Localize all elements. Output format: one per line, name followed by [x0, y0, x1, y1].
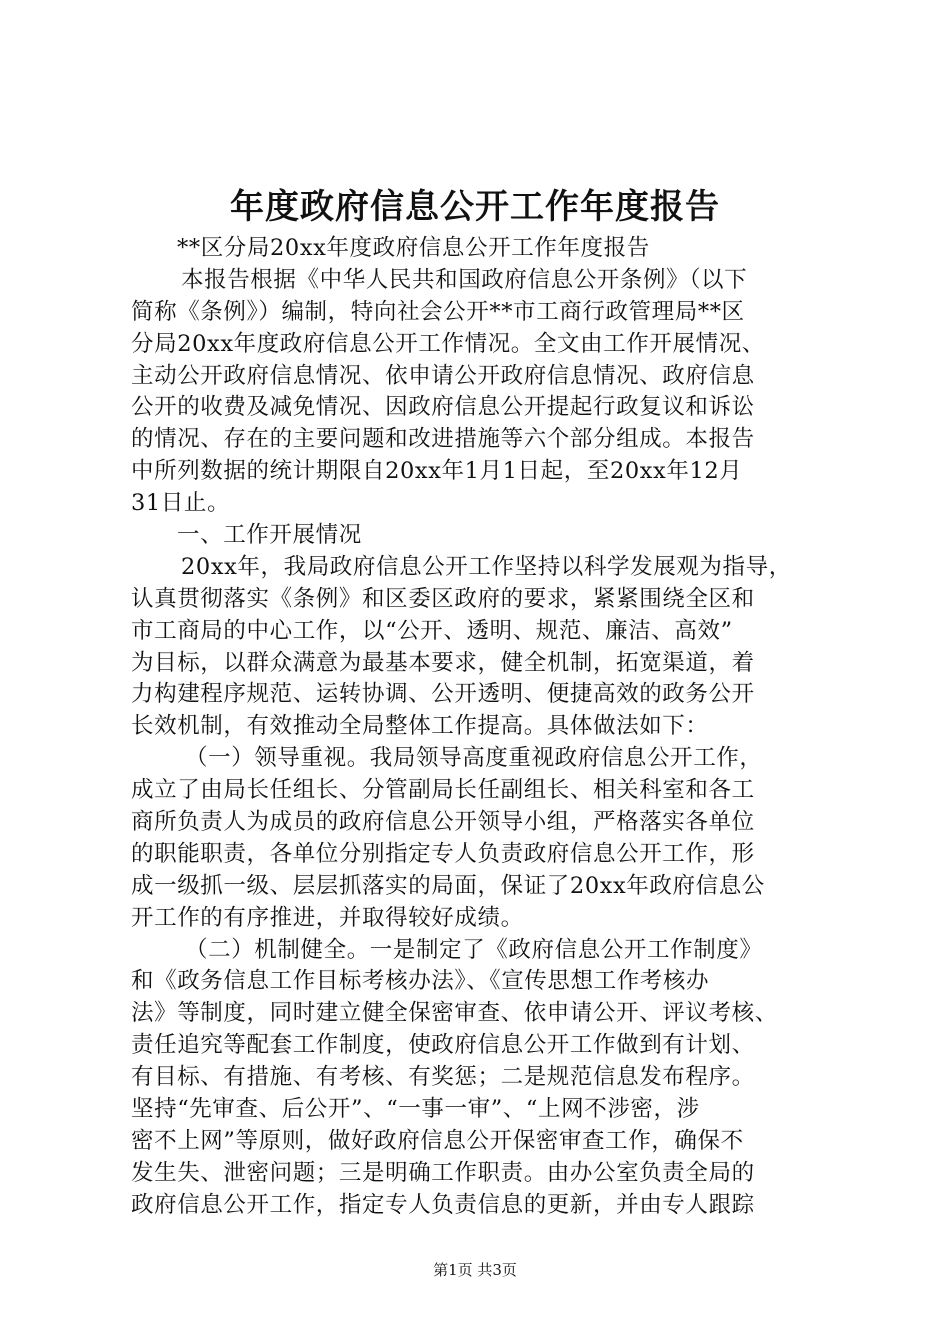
document-title: 年度政府信息公开工作年度报告	[230, 187, 720, 227]
text-line: 责任追究等配套工作制度，使政府信息公开工作做到有计划、	[131, 1032, 755, 1059]
text-line: （二）机制健全。一是制定了《政府信息公开工作制度》	[185, 936, 763, 963]
section-heading: 一、工作开展情况	[177, 522, 362, 549]
text-line: 认真贯彻落实《条例》和区委区政府的要求，紧紧围绕全区和	[131, 585, 755, 612]
text-line: 坚持“先审查、后公开”、“一事一审”、“上网不涉密，涉	[131, 1096, 700, 1123]
text-line: 本报告根据《中华人民共和国政府信息公开条例》（以下	[181, 266, 748, 293]
text-line: 力构建程序规范、运转协调、公开透明、便捷高效的政务公开	[131, 681, 755, 708]
text-line: 密不上网”等原则，做好政府信息公开保密审查工作，确保不	[131, 1127, 744, 1154]
text-line: 31日止。	[131, 490, 231, 517]
text-line: **区分局20xx年度政府信息公开工作年度报告	[177, 235, 650, 261]
text-line: 政府信息公开工作，指定专人负责信息的更新，并由专人跟踪	[131, 1191, 755, 1218]
text-line: 成立了由局长任组长、分管副局长任副组长、相关科室和各工	[131, 777, 755, 804]
text-line: 市工商局的中心工作，以“公开、透明、规范、廉洁、高效”	[131, 617, 733, 644]
text-line: 分局20xx年度政府信息公开工作情况。全文由工作开展情况、	[131, 330, 765, 357]
text-line: （一）领导重视。我局领导高度重视政府信息公开工作，	[185, 745, 763, 772]
page-number-footer: 第1页 共3页	[433, 1261, 517, 1279]
text-line: 公开的收费及减免情况、因政府信息公开提起行政复议和诉讼	[131, 394, 755, 421]
text-line: 发生失、泄密问题；三是明确工作职责。由办公室负责全局的	[131, 1159, 755, 1186]
text-line: 开工作的有序推进，并取得较好成绩。	[131, 904, 524, 931]
text-line: 的情况、存在的主要问题和改进措施等六个部分组成。本报告	[131, 426, 755, 453]
text-line: 长效机制，有效推动全局整体工作提高。具体做法如下：	[131, 713, 709, 740]
text-line: 和《政务信息工作目标考核办法》、《宣传思想工作考核办	[131, 968, 710, 995]
text-line: 商所负责人为成员的政府信息公开领导小组，严格落实各单位	[131, 809, 755, 836]
text-line: 主动公开政府信息情况、依申请公开政府信息情况、政府信息	[131, 362, 755, 389]
document-body	[131, 233, 831, 1222]
text-line: 20xx年，我局政府信息公开工作坚持以科学发展观为指导，	[181, 553, 792, 580]
text-line: 简称《条例》）编制，特向社会公开**市工商行政管理局**区	[131, 298, 745, 325]
text-line: 有目标、有措施、有考核、有奖惩；二是规范信息发布程序。	[131, 1064, 755, 1091]
text-line: 中所列数据的统计期限自20xx年1月1日起，至20xx年12月	[131, 458, 743, 485]
text-line: 成一级抓一级、层层抓落实的局面，保证了20xx年政府信息公	[131, 872, 765, 899]
text-line: 法》等制度，同时建立健全保密审查、依申请公开、评议考核、	[131, 1000, 778, 1027]
text-line: 的职能职责，各单位分别指定专人负责政府信息公开工作，形	[131, 840, 755, 867]
text-line: 为目标，以群众满意为最基本要求，健全机制，拓宽渠道，着	[131, 649, 755, 676]
